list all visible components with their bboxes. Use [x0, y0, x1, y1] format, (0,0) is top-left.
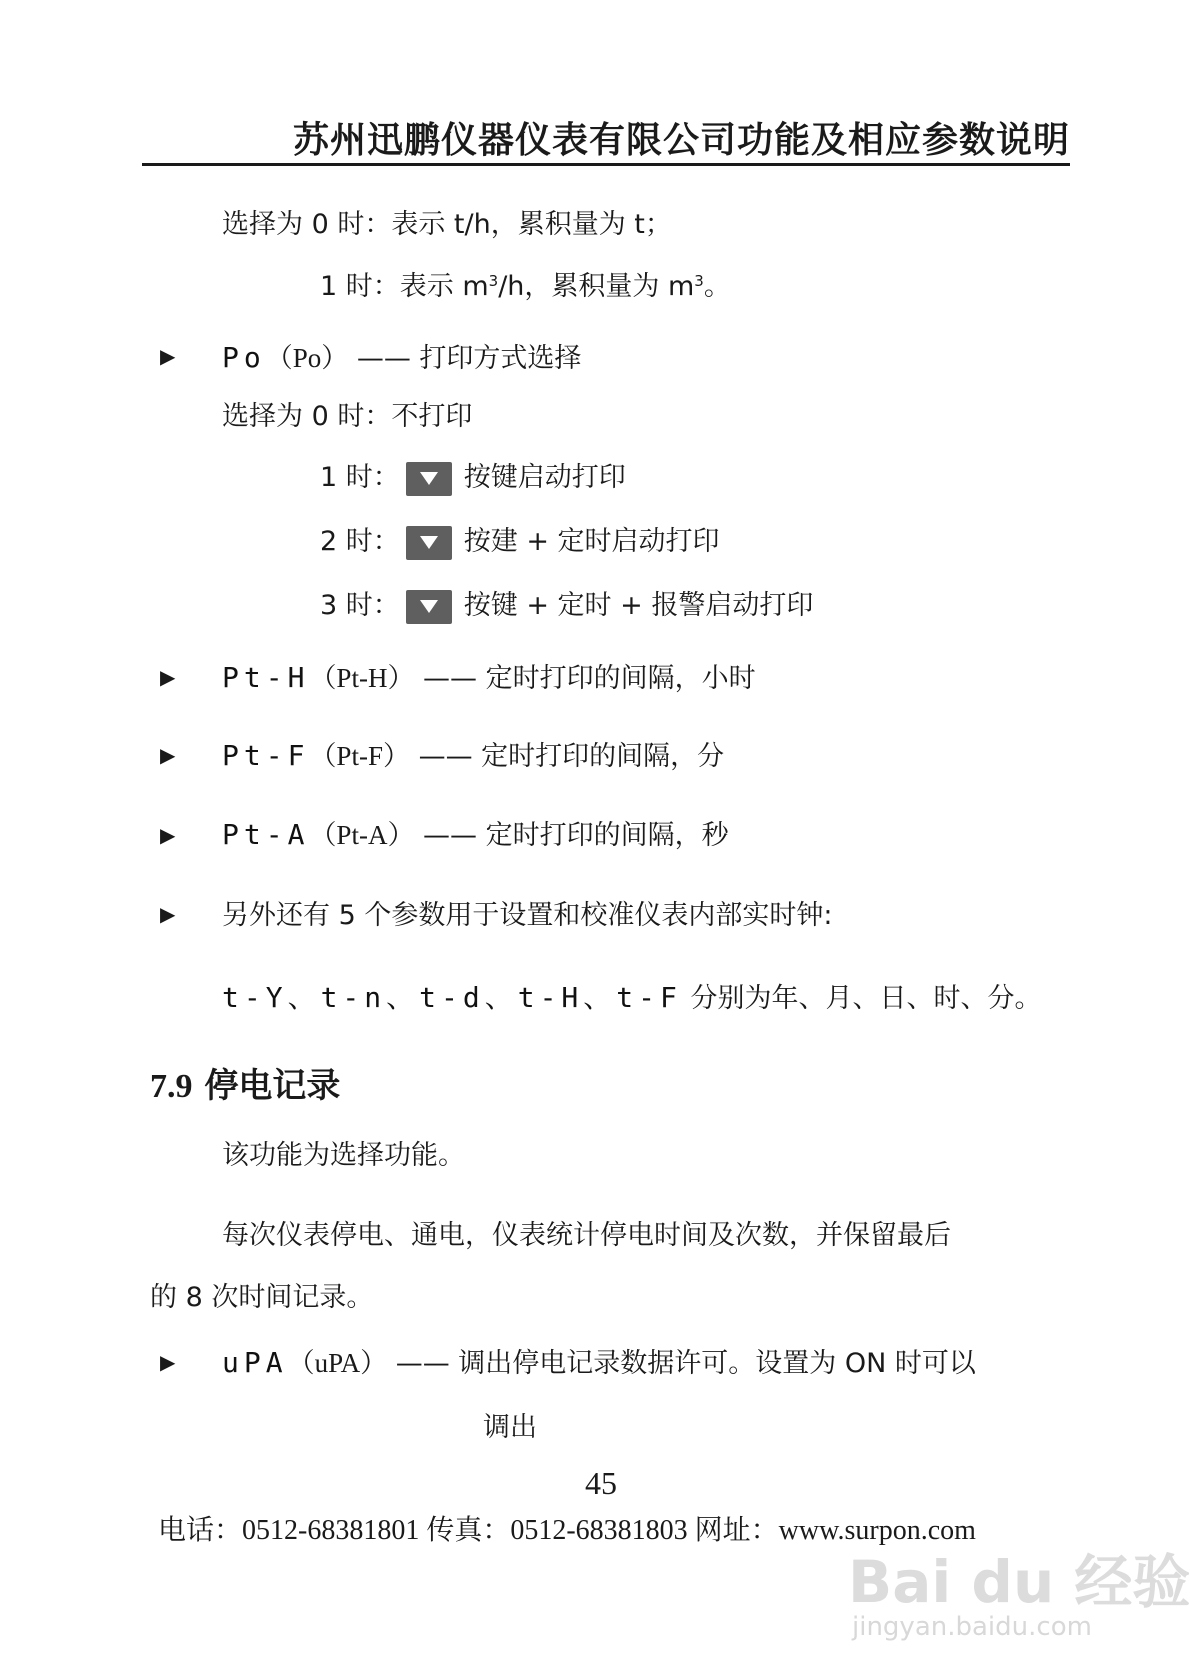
clock-params	[222, 976, 1041, 1016]
po-option-3-label: 3 时：	[320, 590, 400, 621]
pt-f-display-code: Pt-F	[222, 739, 310, 772]
po-desc: —— 打印方式选择	[356, 343, 582, 374]
clock-meaning: 分别为年、月、日、时、分。	[690, 983, 1042, 1014]
baidu-watermark-logo: Bai du 经验	[848, 1548, 1190, 1616]
po-option-2	[320, 519, 720, 560]
down-key-icon	[406, 590, 452, 624]
header-rule	[142, 163, 1070, 166]
section-paragraph-2-line-2: 的 8 次时间记录。	[150, 1282, 374, 1313]
pt-a-item	[222, 813, 729, 852]
bullet-icon: ▶	[160, 743, 176, 767]
pt-f-item	[222, 734, 724, 773]
bullet-icon: ▶	[160, 1350, 176, 1374]
section-number: 7.9	[150, 1068, 193, 1105]
pt-h-display-code: Pt-H	[222, 661, 310, 694]
po-option-1-text: 按键启动打印	[463, 462, 626, 493]
pt-f-code: （Pt-F）	[309, 741, 410, 771]
header-title: 苏州迅鹏仪器仪表有限公司功能及相应参数说明	[292, 120, 1070, 161]
pt-a-desc: —— 定时打印的间隔，秒	[423, 820, 729, 851]
unit-select-line-0: 选择为 0 时：表示 t/h，累积量为 t；	[222, 209, 672, 240]
footer-contact: 电话：0512-68381801 传真：0512-68381803 网址：www.surpon.com	[158, 1515, 976, 1546]
po-option-3-text: 按键 + 定时 + 报警启动打印	[463, 590, 814, 621]
clock-codes: t-Y、t-n、t-d、t-H、t-F	[222, 981, 682, 1014]
po-option-3	[320, 583, 813, 624]
baidu-watermark-url: jingyan.baidu.com	[852, 1612, 1092, 1642]
down-key-icon	[406, 462, 452, 496]
pt-a-display-code: Pt-A	[222, 818, 310, 851]
pt-a-code: （Pt-A）	[309, 820, 415, 850]
section-heading	[150, 1058, 340, 1107]
upa-code: （uPA）	[287, 1348, 388, 1378]
po-option-2-label: 2 时：	[320, 526, 400, 557]
section-title: 停电记录	[204, 1066, 341, 1106]
po-code: （Po）	[265, 343, 349, 373]
bullet-icon: ▶	[160, 902, 176, 926]
unit-select-line-1-end: 。	[703, 271, 731, 302]
po-option-0: 选择为 0 时：不打印	[222, 401, 473, 432]
clock-intro: 另外还有 5 个参数用于设置和校准仪表内部实时钟:	[222, 900, 833, 931]
upa-desc: —— 调出停电记录数据许可。设置为 ON 时可以	[395, 1348, 976, 1379]
superscript-3: 3	[488, 272, 499, 290]
bullet-icon: ▶	[160, 823, 176, 847]
unit-select-line-1-prefix: 1 时：表示 m	[320, 271, 489, 302]
upa-display-code: uPA	[222, 1346, 288, 1379]
unit-select-line-1	[320, 264, 731, 303]
po-option-1-label: 1 时：	[320, 462, 400, 493]
upa-item	[222, 1341, 976, 1380]
bullet-icon: ▶	[160, 344, 176, 368]
page-number: 45	[585, 1465, 617, 1501]
unit-select-line-1-mid: /h，累积量为 m	[498, 271, 695, 302]
po-display-code: Po	[222, 341, 266, 374]
bullet-icon: ▶	[160, 665, 176, 689]
po-option-2-text: 按建 + 定时启动打印	[463, 526, 720, 557]
pt-f-desc: —— 定时打印的间隔，分	[418, 741, 725, 772]
superscript-3b: 3	[694, 272, 704, 290]
pt-h-item	[222, 656, 756, 695]
section-paragraph-2-line-1: 每次仪表停电、通电，仪表统计停电时间及次数，并保留最后	[222, 1220, 951, 1251]
po-item	[222, 336, 581, 375]
upa-desc-continued: 调出	[483, 1412, 537, 1443]
pt-h-code: （Pt-H）	[309, 663, 415, 693]
down-key-icon	[406, 526, 452, 560]
pt-h-desc: —— 定时打印的间隔，小时	[423, 663, 756, 694]
section-paragraph-1: 该功能为选择功能。	[222, 1140, 465, 1171]
po-option-1	[320, 455, 626, 496]
